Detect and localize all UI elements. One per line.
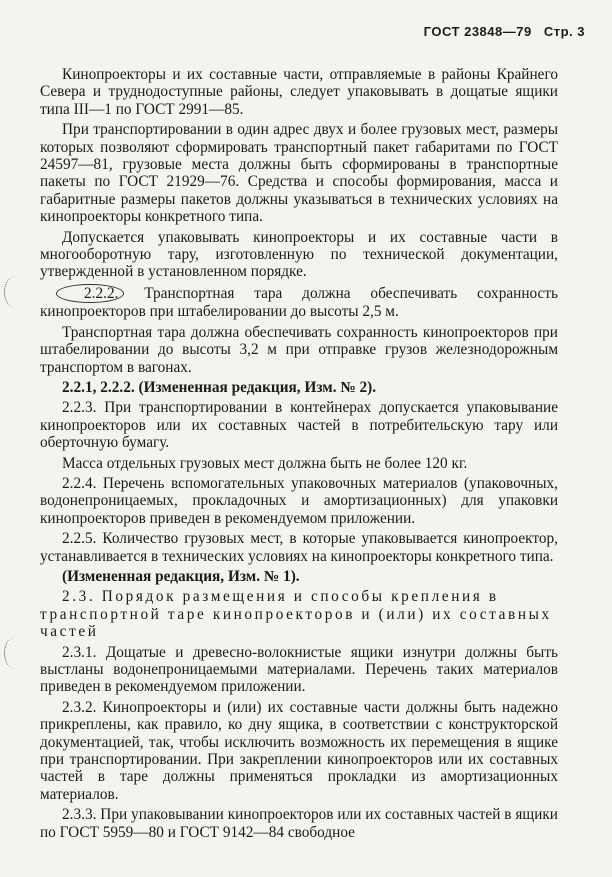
paragraph-2-2-2: [40, 284, 558, 321]
margin-mark: [4, 276, 27, 308]
paragraph: 2.3.1. Дощатые и древесно-волокнистые ящики изнутри должны быть выстланы водонепроницаемыми материалами. Перечень таких материалов приведен в рекомендуемом приложении.: [40, 643, 558, 696]
page-number: Стр. 3: [543, 24, 585, 39]
paragraph: 2.3.3. При упаковывании кинопроекторов или их составных частей в ящики по ГОСТ 5959—80 и ГОСТ 9142—84 свободное: [40, 806, 558, 841]
circled-clause-number: 2.2.2.: [56, 284, 124, 303]
paragraph: 2.3.2. Кинопроекторы и (или) их составные части должны быть надежно прикреплены, как правило, ко дну ящика, в соответствии с конструкторской документацией, так, чтобы исключить возможность их перемещения в ящике при транспортировании. При закреплении кинопроекторов или их составных частей в таре должны применяться прокладки из амортизационных материалов.: [40, 698, 558, 803]
section-heading: 2.3. Порядок размещения и способы крепления в транспортной таре кинопроекторов и (или) их составных частей: [40, 588, 552, 641]
paragraph: Масса отдельных грузовых мест должна быть не более 120 кг.: [62, 454, 468, 472]
paragraph: Допускается упаковывать кинопроекторы и их составные части в многооборотную тару, изготовленную по технической документации, утвержденной в установленном порядке.: [40, 228, 558, 281]
paragraph: 2.2.5. Количество грузовых мест, в которые упаковывается кинопроектор, устанавливается в технических условиях на кинопроекторы конкретного типа.: [40, 530, 558, 565]
margin-mark: [4, 637, 27, 669]
amendment-note: (Измененная редакция, Изм. № 1).: [62, 567, 300, 585]
paragraph: При транспортировании в один адрес двух и более грузовых мест, размеры которых позволяют сформировать транспортный пакет габаритами по ГОСТ 24597—81, грузовые места должны быть сформированы в транспортные пакеты по ГОСТ 21929—76. Средства и способы формирования, масса и габаритные размеры пакетов должны указываться в технических условиях на кинопроекторы конкретного типа.: [40, 121, 558, 226]
page-header: [424, 24, 585, 39]
body-text: [40, 66, 558, 844]
standard-number: ГОСТ 23848—79: [423, 24, 532, 39]
paragraph: Транспортная тара должна обеспечивать сохранность кинопроекторов при штабелировании до высоты 3,2 м при отправке грузов железнодорожным транспортом в вагонах.: [40, 323, 558, 376]
paragraph: 2.2.4. Перечень вспомогательных упаковочных материалов (упаковочных, водонепроницаемых, прокладочных и амортизационных) для упаковки кинопроекторов приведен в рекомендуемом приложении.: [40, 474, 558, 527]
paragraph: Кинопроекторы и их составные части, отправляемые в районы Крайнего Севера и труднодоступные районы, следует упаковывать в дощатые ящики типа III—1 по ГОСТ 2991—85.: [40, 66, 558, 118]
paragraph-text: Транспортная тара должна обеспечивать сохранность кинопроекторов при штабелировании до высоты 2,5 м.: [40, 284, 558, 321]
amendment-note: 2.2.1, 2.2.2. (Измененная редакция, Изм. № 2).: [62, 378, 377, 396]
paragraph: 2.2.3. При транспортировании в контейнерах допускается упаковывание кинопроекторов или их составных частей в потребительскую тару или оберточную бумагу.: [40, 399, 558, 452]
